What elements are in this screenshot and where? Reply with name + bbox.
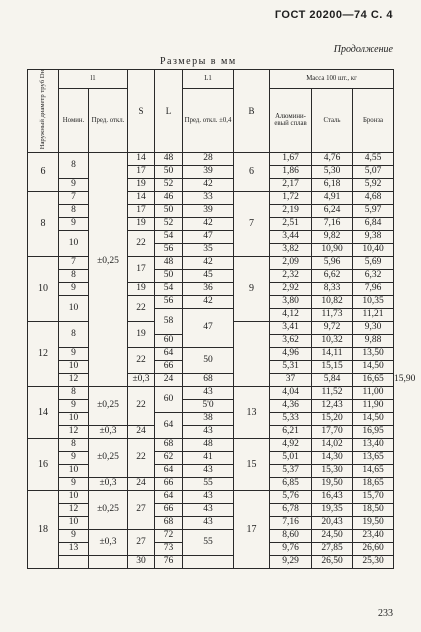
mass-bronze: 7,96 bbox=[353, 283, 394, 296]
l-cell: 58 bbox=[155, 309, 183, 335]
table-row bbox=[28, 465, 394, 478]
header-bronze: Бронза bbox=[353, 88, 394, 152]
mass-bronze: 25,30 bbox=[353, 556, 394, 569]
L1-cell: 47 bbox=[183, 309, 234, 348]
l1-cell: 10 bbox=[59, 517, 89, 530]
s-cell: 19 bbox=[128, 322, 155, 348]
l-cell: 68 bbox=[183, 374, 234, 387]
l1-cell: 10 bbox=[59, 413, 89, 426]
L1-cell: 42 bbox=[183, 218, 234, 231]
L1-cell bbox=[183, 556, 234, 569]
mass-al: 6,21 bbox=[270, 426, 312, 439]
diameter-cell: 6 bbox=[28, 153, 59, 192]
mass-steel: 14,11 bbox=[312, 348, 353, 361]
mass-bronze: 4,68 bbox=[353, 192, 394, 205]
header-l1-tolerance: Пред. откл. bbox=[89, 88, 128, 152]
mass-al: 1,86 bbox=[270, 166, 312, 179]
header-L1: L1 bbox=[183, 70, 234, 89]
mass-al: 4,36 bbox=[270, 400, 312, 413]
l-cell: 52 bbox=[155, 218, 183, 231]
mass-al: 5,33 bbox=[270, 413, 312, 426]
l1-cell: 8 bbox=[59, 205, 89, 218]
L1-cell: 41 bbox=[183, 452, 234, 465]
mass-bronze: 9,38 bbox=[353, 231, 394, 244]
table-row bbox=[28, 504, 394, 517]
L1-cell: 55 bbox=[183, 530, 234, 556]
mass-al: 9,29 bbox=[270, 556, 312, 569]
mass-bronze: 5,97 bbox=[353, 205, 394, 218]
l-cell: 52 bbox=[155, 179, 183, 192]
mass-bronze: 11,00 bbox=[353, 387, 394, 400]
mass-al: 8,60 bbox=[270, 530, 312, 543]
L1-cell: 45 bbox=[183, 270, 234, 283]
mass-bronze: 18,50 bbox=[353, 504, 394, 517]
mass-al: 4,92 bbox=[270, 439, 312, 452]
table-row bbox=[28, 439, 394, 452]
mass-bronze: 23,40 bbox=[353, 530, 394, 543]
mass-al: 4,04 bbox=[270, 387, 312, 400]
s-cell: 30 bbox=[128, 556, 155, 569]
mass-steel: 10,82 bbox=[312, 296, 353, 309]
mass-al: 2,17 bbox=[270, 179, 312, 192]
mass-steel: 27,85 bbox=[312, 543, 353, 556]
l-cell: 76 bbox=[155, 556, 183, 569]
mass-steel: 6,18 bbox=[312, 179, 353, 192]
tolerance-cell: ±0,25 bbox=[89, 491, 128, 530]
s-cell: 22 bbox=[128, 348, 155, 374]
standard-header: ГОСТ 20200—74 С. 4 bbox=[274, 9, 393, 21]
table-row bbox=[28, 530, 394, 543]
l-cell: 66 bbox=[155, 361, 183, 374]
tolerance-cell: ±0,3 bbox=[89, 478, 128, 491]
mass-steel: 20,43 bbox=[312, 517, 353, 530]
tolerance-cell: ±0,25 bbox=[89, 439, 128, 478]
b-cell: 13 bbox=[234, 387, 270, 439]
s-cell: 14 bbox=[128, 153, 155, 166]
tolerance-cell: ±0,3 bbox=[89, 426, 128, 439]
s-cell: 19 bbox=[128, 218, 155, 231]
mass-steel: 11,73 bbox=[312, 309, 353, 322]
mass-al: 6,85 bbox=[270, 478, 312, 491]
table-row bbox=[28, 452, 394, 465]
L1-cell: 55 bbox=[183, 478, 234, 491]
mass-al: 2,92 bbox=[270, 283, 312, 296]
mass-al: 2,09 bbox=[270, 257, 312, 270]
mass-steel: 9,82 bbox=[312, 231, 353, 244]
mass-steel: 6,24 bbox=[312, 205, 353, 218]
table-row bbox=[28, 413, 394, 426]
l1-cell bbox=[59, 556, 89, 569]
mass-steel: 10,32 bbox=[312, 335, 353, 348]
L1-cell: 43 bbox=[183, 491, 234, 504]
header-diameter: Наружный диаметр труб Dн bbox=[28, 70, 59, 153]
l1-cell: 9 bbox=[59, 452, 89, 465]
l1-cell: 8 bbox=[59, 153, 89, 179]
mass-al: 2,19 bbox=[270, 205, 312, 218]
l-cell: 46 bbox=[155, 192, 183, 205]
L1-cell: 37 bbox=[270, 374, 312, 387]
l1-cell: 9 bbox=[59, 348, 89, 361]
header-steel: Сталь bbox=[312, 88, 353, 152]
header-mass: Масса 100 шт., кг bbox=[270, 70, 394, 89]
mass-bronze: 5,92 bbox=[353, 179, 394, 192]
l1-cell: 8 bbox=[59, 270, 89, 283]
mass-al: 3,44 bbox=[270, 231, 312, 244]
L1-cell: 33 bbox=[183, 192, 234, 205]
L1-cell: 39 bbox=[183, 205, 234, 218]
mass-bronze: 26,60 bbox=[353, 543, 394, 556]
mass-steel: 5,30 bbox=[312, 166, 353, 179]
page-number: 233 bbox=[378, 608, 393, 619]
l-cell: 62 bbox=[155, 452, 183, 465]
table-row bbox=[28, 179, 394, 192]
table-row: 12 ±0,3 24 68 37 5,84 16,65 15,90 bbox=[28, 374, 394, 387]
l1-cell: 12 bbox=[59, 374, 89, 387]
header-l1: l1 bbox=[59, 70, 128, 89]
diameter-cell: 18 bbox=[28, 491, 59, 569]
l1-cell: 12 bbox=[59, 426, 89, 439]
l-cell: 64 bbox=[155, 413, 183, 439]
L1-cell: 43 bbox=[183, 426, 234, 439]
l1-cell: 9 bbox=[59, 218, 89, 231]
L1-cell: 42 bbox=[183, 296, 234, 309]
L1-cell: 43 bbox=[183, 387, 234, 400]
mass-bronze: 14,50 bbox=[353, 413, 394, 426]
s-cell: 24 bbox=[128, 426, 155, 439]
l1-cell: 13 bbox=[59, 543, 89, 556]
l-cell: 48 bbox=[155, 257, 183, 270]
s-cell: 17 bbox=[128, 257, 155, 283]
tolerance-cell: ±0,3 bbox=[89, 530, 128, 556]
mass-al: 7,16 bbox=[270, 517, 312, 530]
mass-al: 3,82 bbox=[270, 244, 312, 257]
mass-al: 6,78 bbox=[270, 504, 312, 517]
l1-cell: 8 bbox=[59, 439, 89, 452]
header-l: L bbox=[155, 70, 183, 153]
table-row bbox=[28, 218, 394, 231]
l-cell: 48 bbox=[155, 153, 183, 166]
L1-cell: 43 bbox=[183, 465, 234, 478]
b-cell bbox=[234, 322, 270, 387]
l1-cell: 9 bbox=[59, 179, 89, 192]
table-row bbox=[28, 348, 394, 361]
table-row bbox=[28, 257, 394, 270]
l-cell: 54 bbox=[155, 231, 183, 244]
mass-bronze: 13,40 bbox=[353, 439, 394, 452]
header-aluminum: Алюмини-евый сплав bbox=[270, 88, 312, 152]
mass-al: 1,67 bbox=[270, 153, 312, 166]
table-row bbox=[28, 283, 394, 296]
L1-cell: 38 bbox=[183, 413, 234, 426]
mass-steel: 4,91 bbox=[312, 192, 353, 205]
mass-steel: 14,02 bbox=[312, 439, 353, 452]
l1-cell: 8 bbox=[59, 387, 89, 400]
l-cell: 60 bbox=[155, 335, 183, 348]
l-cell: 66 bbox=[155, 504, 183, 517]
L1-cell: 47 bbox=[183, 231, 234, 244]
l-cell: 72 bbox=[155, 530, 183, 543]
l1-cell: 9 bbox=[59, 478, 89, 491]
mass-steel: 11,52 bbox=[312, 387, 353, 400]
mass-al: 3,41 bbox=[270, 322, 312, 335]
mass-al: 5,37 bbox=[270, 465, 312, 478]
L1-cell: 50 bbox=[183, 348, 234, 374]
mass-bronze: 13,50 bbox=[353, 348, 394, 361]
s-cell: 19 bbox=[128, 283, 155, 296]
l-cell: 54 bbox=[155, 283, 183, 296]
mass-steel: 9,72 bbox=[312, 322, 353, 335]
header-b: B bbox=[234, 70, 270, 153]
L1-cell: 35 bbox=[183, 244, 234, 257]
table-row bbox=[28, 556, 394, 569]
continuation-label: Продолжение bbox=[333, 44, 393, 55]
mass-al: 5,84 bbox=[312, 374, 353, 387]
b-cell: 7 bbox=[234, 192, 270, 257]
tolerance-cell bbox=[89, 153, 128, 257]
mass-al: 5,76 bbox=[270, 491, 312, 504]
mass-bronze: 13,65 bbox=[353, 452, 394, 465]
b-cell: 17 bbox=[234, 491, 270, 569]
l1-cell: 10 bbox=[59, 231, 89, 257]
l-cell: 73 bbox=[155, 543, 183, 556]
table-row bbox=[28, 400, 394, 413]
mass-steel: 15,30 bbox=[312, 465, 353, 478]
l1-cell: 9 bbox=[59, 530, 89, 543]
mass-bronze: 6,32 bbox=[353, 270, 394, 283]
mass-steel: 24,50 bbox=[312, 530, 353, 543]
L1-cell: 42 bbox=[183, 179, 234, 192]
table-row bbox=[28, 517, 394, 530]
s-cell: 17 bbox=[128, 166, 155, 179]
l-cell: 50 bbox=[155, 166, 183, 179]
mass-steel: 19,50 bbox=[312, 478, 353, 491]
mass-bronze: 15,70 bbox=[353, 491, 394, 504]
b-cell: 15 bbox=[234, 439, 270, 491]
l1-cell: 8 bbox=[59, 322, 89, 348]
mass-bronze: 16,95 bbox=[353, 426, 394, 439]
table-row bbox=[28, 491, 394, 504]
mass-bronze: 5,07 bbox=[353, 166, 394, 179]
L1-cell: 42 bbox=[183, 257, 234, 270]
l-cell: 64 bbox=[155, 491, 183, 504]
l1-cell: 7 bbox=[59, 257, 89, 270]
mass-al: 5,31 bbox=[270, 361, 312, 374]
mass-bronze: 14,50 bbox=[353, 361, 394, 374]
mass-bronze: 11,21 bbox=[353, 309, 394, 322]
l-cell: 50 bbox=[155, 205, 183, 218]
table-row bbox=[28, 153, 394, 166]
l-cell: 68 bbox=[155, 439, 183, 452]
s-cell: 27 bbox=[128, 491, 155, 530]
table-body bbox=[28, 153, 416, 569]
mass-steel: 10,90 bbox=[312, 244, 353, 257]
l1-cell: 10 bbox=[59, 296, 89, 322]
mass-al: 2,51 bbox=[270, 218, 312, 231]
l-cell: 60 bbox=[155, 387, 183, 413]
mass-al: 2,32 bbox=[270, 270, 312, 283]
mass-steel: 26,50 bbox=[312, 556, 353, 569]
l-cell: 64 bbox=[155, 465, 183, 478]
mass-bronze: 14,65 bbox=[353, 465, 394, 478]
s-cell: 22 bbox=[128, 231, 155, 257]
diameter-cell: 14 bbox=[28, 387, 59, 439]
mass-bronze: 9,30 bbox=[353, 322, 394, 335]
tolerance-cell: ±0,25 bbox=[89, 257, 128, 387]
mass-bronze: 5,69 bbox=[353, 257, 394, 270]
l-cell: 64 bbox=[155, 348, 183, 361]
l1-cell: 10 bbox=[59, 491, 89, 504]
mass-al: 4,96 bbox=[270, 348, 312, 361]
table-row bbox=[28, 205, 394, 218]
mass-al: 4,12 bbox=[270, 309, 312, 322]
mass-bronze: 19,50 bbox=[353, 517, 394, 530]
s-cell: 14 bbox=[128, 192, 155, 205]
mass-al: 3,62 bbox=[270, 335, 312, 348]
mass-steel: 12,43 bbox=[312, 400, 353, 413]
table-row bbox=[28, 387, 394, 400]
l-cell: 56 bbox=[155, 244, 183, 257]
l1-cell: 9 bbox=[59, 283, 89, 296]
L1-cell: 43 bbox=[183, 517, 234, 530]
mass-al: 3,80 bbox=[270, 296, 312, 309]
diameter-cell: 12 bbox=[28, 322, 59, 387]
s-cell: 17 bbox=[128, 205, 155, 218]
mass-bronze: 9,88 bbox=[353, 335, 394, 348]
table-row bbox=[28, 192, 394, 205]
l1-cell: 12 bbox=[59, 504, 89, 517]
mass-bronze: 11,90 bbox=[353, 400, 394, 413]
l1-cell: 9 bbox=[59, 400, 89, 413]
s-cell: 27 bbox=[128, 530, 155, 556]
s-cell: 24 bbox=[128, 478, 155, 491]
mass-steel: 6,62 bbox=[312, 270, 353, 283]
s-cell: 19 bbox=[128, 179, 155, 192]
L1-cell: 28 bbox=[183, 153, 234, 166]
s-cell: 22 bbox=[128, 296, 155, 322]
L1-cell: 5'0 bbox=[183, 400, 234, 413]
header-l1-nominal: Номин. bbox=[59, 88, 89, 152]
mass-bronze: 6,84 bbox=[353, 218, 394, 231]
l1-cell: 10 bbox=[59, 361, 89, 374]
table-caption: Размеры в мм bbox=[160, 56, 237, 67]
L1-cell: 39 bbox=[183, 166, 234, 179]
mass-bronze: 10,35 bbox=[353, 296, 394, 309]
l1-cell: 7 bbox=[59, 192, 89, 205]
tolerance-cell: ±0,25 bbox=[89, 387, 128, 426]
L1-cell: 36 bbox=[183, 283, 234, 296]
mass-steel: 7,16 bbox=[312, 218, 353, 231]
tolerance-cell bbox=[89, 556, 128, 569]
header-L1-tolerance: Пред. откл. ±0,4 bbox=[183, 88, 234, 152]
l-cell: 56 bbox=[155, 296, 183, 309]
dimensions-table bbox=[27, 69, 416, 569]
l-cell: 66 bbox=[155, 478, 183, 491]
mass-bronze: 18,65 bbox=[353, 478, 394, 491]
mass-steel: 4,76 bbox=[312, 153, 353, 166]
diameter-cell: 8 bbox=[28, 192, 59, 257]
L1-cell: 43 bbox=[183, 504, 234, 517]
l1-cell: 10 bbox=[59, 465, 89, 478]
table-row bbox=[28, 426, 394, 439]
mass-steel: 17,70 bbox=[312, 426, 353, 439]
mass-al: 9,76 bbox=[270, 543, 312, 556]
L1-cell: 48 bbox=[183, 439, 234, 452]
diameter-cell: 10 bbox=[28, 257, 59, 322]
mass-steel: 19,35 bbox=[312, 504, 353, 517]
mass-steel: 8,33 bbox=[312, 283, 353, 296]
b-cell: 6 bbox=[234, 153, 270, 192]
table-row bbox=[28, 296, 394, 309]
s-cell: 24 bbox=[155, 374, 183, 387]
mass-steel: 15,15 bbox=[312, 361, 353, 374]
l-cell: 50 bbox=[155, 270, 183, 283]
b-cell: 9 bbox=[234, 257, 270, 322]
mass-steel: 14,30 bbox=[312, 452, 353, 465]
table-row bbox=[28, 478, 394, 491]
table-row bbox=[28, 270, 394, 283]
mass-al: 1,72 bbox=[270, 192, 312, 205]
mass-steel: 16,43 bbox=[312, 491, 353, 504]
table-row bbox=[28, 231, 394, 244]
mass-al: 5,01 bbox=[270, 452, 312, 465]
mass-steel: 15,20 bbox=[312, 413, 353, 426]
mass-bronze: 4,55 bbox=[353, 153, 394, 166]
header-s: S bbox=[128, 70, 155, 153]
tolerance-cell: ±0,3 bbox=[128, 374, 155, 387]
s-cell: 22 bbox=[128, 387, 155, 426]
l-cell: 68 bbox=[155, 517, 183, 530]
s-cell: 22 bbox=[128, 439, 155, 478]
mass-bronze: 10,40 bbox=[353, 244, 394, 257]
mass-steel: 5,96 bbox=[312, 257, 353, 270]
mass-steel: 16,65 bbox=[353, 374, 394, 387]
diameter-cell: 16 bbox=[28, 439, 59, 491]
